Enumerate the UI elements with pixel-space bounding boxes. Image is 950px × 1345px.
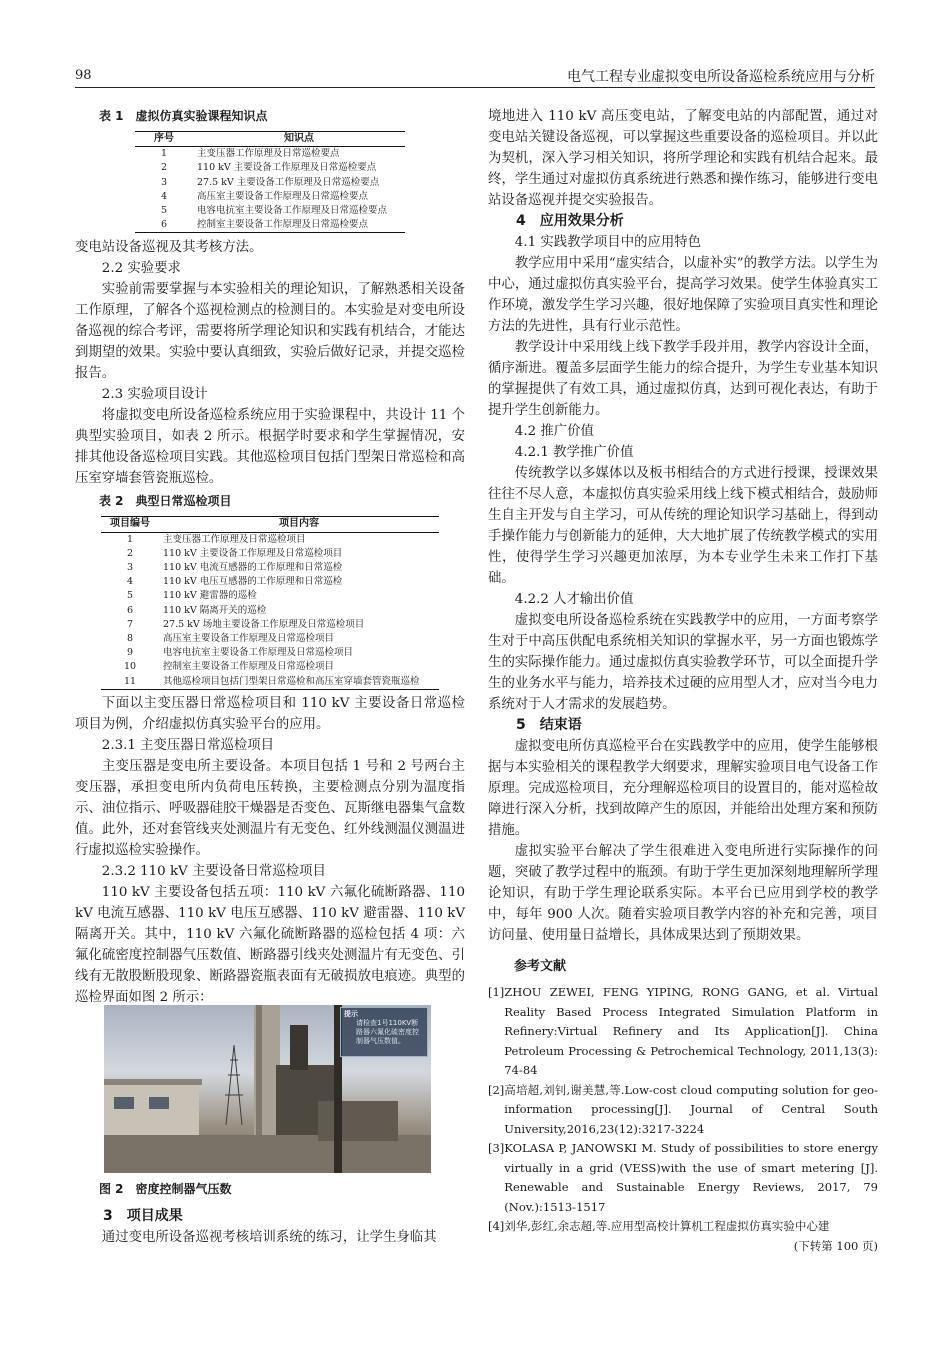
references-title: 参考文献: [514, 959, 567, 974]
tip-text: 请检查1号110KV断路器六氟化硫密度控制器气压数值。: [356, 1019, 419, 1045]
page-number: 98: [75, 68, 92, 83]
table-row: [135, 218, 405, 233]
section-heading: 2.3.2 110 kV 主要设备日常巡检项目: [101, 863, 326, 879]
reference-tag: [3]: [488, 1141, 505, 1155]
table-cell-content: 电容电抗室主要设备工作原理及日常巡检要点: [197, 205, 388, 217]
table-row: [101, 575, 439, 589]
table1-header-index: 序号: [135, 132, 193, 147]
section-heading: 4 应用效果分析: [516, 213, 624, 229]
paragraph: 通过变电所设备巡视考核培训系统的练习，让学生身临其: [101, 1230, 437, 1245]
reference-text: ZHOU ZEWEI, FENG YIPING, RONG GANG, et al. Virtual Reality Based Process Integrated Simulation Platform in Refinery:Virtual Refinery and Its Application[J]. China Petroleum Processing & Petrochemical Technology, 2011,13(3): 74-84: [504, 985, 878, 1077]
table-cell-index: 7: [126, 618, 134, 630]
table-cell-index: 9: [126, 647, 134, 659]
table-cell-content: 高压室主要设备工作原理及日常巡检项目: [163, 633, 335, 645]
paragraph: 虚拟变电所设备巡检系统在实践教学中的应用，一方面考察学生对于中高压供配电系统相关知识的掌握水平，另一方面也锻炼学生的实际操作能力。通过虚拟仿真实验教学环节，可以全面提升学生的业务水平与能力，培养技术过硬的应用型人才，应对当今电力系统对于人才需求的发展趋势。: [488, 613, 878, 712]
table-cell-content: 其他巡检项目包括门型架日常巡检和高压室穿墙套管瓷瓶巡检: [159, 675, 439, 690]
table-cell-index: 6: [135, 218, 193, 233]
reference-item: [488, 983, 878, 1081]
paragraph: 传统教学以多媒体以及板书相结合的方式进行授课，授课效果往往不尽人意，本虚拟仿真实验采用线上线下模式相结合，鼓励师生自主开发与自主学习，可从传统的理论知识学习基础上，得到动手操作能力与创新能力的延伸，大大地扩展了传统教学模式的实用性，使得学生学习兴趣更加浓厚，为本专业学生未来工作打下基础。: [488, 466, 878, 586]
running-title: 电气工程专业虚拟变电所设备巡检系统应用与分析: [567, 69, 875, 85]
table-row: [101, 618, 439, 632]
table-cell-content: 27.5 kV 场地主要设备工作原理及日常巡检项目: [163, 618, 365, 630]
table2-header-id: 项目编号: [101, 517, 159, 532]
table-cell-index: 3: [126, 562, 134, 574]
table-cell-index: 1: [126, 533, 134, 545]
paragraph: 下面以主变压器日常巡检项目和 110 kV 主要设备日常巡检项目为例，介绍虚拟仿真实验平台的应用。: [75, 695, 465, 732]
table-cell-index: 5: [126, 590, 134, 602]
reference-item: [488, 1081, 878, 1140]
table-cell-index: 10: [123, 661, 137, 673]
table-cell-content: 高压室主要设备工作原理及日常巡检要点: [197, 190, 369, 202]
reference-item: [488, 1217, 878, 1237]
paragraph: 变电站设备巡视及其考核方法。: [75, 240, 263, 256]
figure-2-caption: 图 2 密度控制器气压数: [99, 1182, 232, 1196]
table-cell-content: 控制室主要设备工作原理及日常巡检要点: [193, 218, 405, 233]
left-column-bottom: [75, 1179, 465, 1248]
reference-text: 刘华,彭红,余志超,等.应用型高校计算机工程虚拟仿真实验中心建: [504, 1219, 830, 1233]
table-cell-index: 8: [126, 633, 134, 645]
table-row: [101, 589, 439, 603]
table-cell-content: 110 kV 避雷器的巡检: [163, 590, 257, 602]
paragraph: 虚拟实验平台解决了学生很难进入变电所进行实际操作的问题，突破了教学过程中的瓶颈。有助于学生更加深刻地理解所学理论知识，有助于学生理论联系实际。本平台已应用到学校的教学中，每年 900 人次。随着实验项目教学内容的补充和完善，项目访问量、使用量日益增长，具体成果达到了预期效果。: [488, 844, 878, 943]
section-heading: 2.2 实验要求: [101, 261, 181, 277]
left-column: [75, 106, 465, 1008]
table-cell-content: 110 kV 主要设备工作原理及日常巡检要点: [197, 162, 377, 174]
table-cell-index: 5: [160, 205, 168, 217]
paragraph: 教学设计中采用线上线下教学手段并用，教学内容设计全面，循序渐进。覆盖多层面学生能力的综合提升，为学生专业基本知识的掌握提供了有效工具，通过虚拟仿真，达到可视化表达，有助于提升学生创新能力。: [488, 340, 878, 418]
table-row: [101, 646, 439, 660]
table-cell-content: 主变压器工作原理及日常巡检要点: [197, 148, 340, 160]
paragraph: 教学应用中采用“虚实结合，以虚补实”的教学方法。以学生为中心，通过虚拟仿真实验平台，提高学习效果。使学生体验真实工作环境，激发学生学习兴趣，很好地保障了实验项目真实性和理论方法的先进性，具有行业示范性。: [488, 256, 878, 334]
table-cell-index: 6: [126, 604, 134, 616]
table-row: [101, 632, 439, 646]
continued-note: (下转第 100 页): [793, 1238, 878, 1253]
figure-2-screenshot: [104, 1005, 431, 1173]
section-heading: 4.1 实践教学项目中的应用特色: [514, 235, 702, 250]
paragraph: 虚拟变电所仿真巡检平台在实践教学中的应用，使学生能够根据与本实验相关的课程教学大纲要求，理解实验项目电气设备工作原理。完成巡检项目，充分理解巡检项目的设置目的，能对巡检故障进行深入分析，找到故障产生的原因，并能给出处理方案和预防措施。: [488, 739, 878, 838]
table-row: [101, 675, 439, 690]
table1-caption: 表 1 虚拟仿真实验课程知识点: [99, 109, 268, 123]
tip-dialog: [340, 1007, 428, 1057]
reference-item: [488, 1139, 878, 1217]
references-list: [488, 983, 878, 1237]
table-cell-index: 4: [160, 190, 168, 202]
table-cell-index: 2: [126, 547, 134, 559]
table-row: [101, 532, 439, 547]
paragraph: 110 kV 主要设备包括五项：110 kV 六氟化硫断路器、110 kV 电流互感器、110 kV 电压互感器、110 kV 避雷器、110 kV 隔离开关。其中，110 kV 六氟化硫断路器的巡检包括 4 项：六氟化硫密度控制器气压数值、断路器引线夹处测温片有无变色、引线有无散股断股现象、断路器瓷瓶表面有无破损放电痕迹。典型的巡检界面如图 2 所示：: [75, 884, 465, 1005]
paragraph: 将虚拟变电所设备巡检系统应用于实验课程中，共设计 11 个典型实验项目，如表 2 所示。根据学时要求和学生掌握情况，安排其他设备巡检项目实践。其他巡检项目包括门型架日常巡检和高压室穿墙套管瓷瓶巡检。: [75, 408, 465, 487]
table-row: [135, 147, 405, 162]
section-heading: 2.3.1 主变压器日常巡检项目: [101, 737, 275, 753]
table-cell-index: 11: [101, 675, 159, 690]
table-row: [135, 204, 405, 218]
paragraph: 境地进入 110 kV 高压变电站，了解变电站的内部配置，通过对变电站关键设备巡视，可以掌握这些重要设备的巡检项目。并以此为契机，深入学习相关知识，将所学理论和实践有机结合起来。最终，学生通过对虚拟仿真系统进行熟悉和操作练习，能够进行变电站设备巡视并提交实验报告。: [488, 109, 878, 208]
paragraph: 实验前需要掌握与本实验相关的理论知识，了解熟悉相关设备工作原理，了解各个巡视检测点的检测目的。本实验是对变电所设备巡视的综合考评，需要将所学理论知识和实践有机结合，才能达到期望的效果。实验中要认真细致，实验后做好记录，并提交巡检报告。: [75, 282, 465, 382]
table-cell-index: 1: [160, 148, 168, 160]
table1: [135, 131, 405, 233]
table1-header-topic: 知识点: [193, 132, 405, 147]
section-heading: 4.2.1 教学推广价值: [514, 445, 634, 460]
table2: [101, 516, 439, 689]
table-cell-content: 电容电抗室主要设备工作原理及日常巡检项目: [163, 647, 354, 659]
table-cell-content: 控制室主要设备工作原理及日常巡检项目: [163, 661, 335, 673]
section-heading: 3 项目成果: [103, 1208, 183, 1224]
table-cell-content: 110 kV 电流互感器的工作原理和日常巡检: [163, 562, 343, 574]
table-row: [101, 547, 439, 561]
reference-text: 高培超,刘钊,谢美慧,等.Low-cost cloud computing solution for geo-information processing[J]. Journal of Central South University,2016,23(12):3217-3224: [504, 1082, 878, 1136]
reference-tag: [4]: [488, 1219, 505, 1233]
section-heading: 5 结束语: [516, 717, 582, 733]
section-heading: 2.3 实验项目设计: [101, 387, 208, 403]
table-cell-index: 4: [126, 576, 134, 588]
tip-title: 提示: [344, 1010, 358, 1018]
reference-text: KOLASA P, JANOWSKI M. Study of possibilities to store energy virtually in a grid (VESS)with the use of smart metering [J]. Renewable and Sustainable Energy Reviews, 2017, 79 (Nov.):1513-1517: [504, 1141, 878, 1214]
table-cell-index: 2: [160, 162, 168, 174]
table-row: [135, 161, 405, 175]
table-row: [101, 561, 439, 575]
transmission-tower-icon: [225, 1045, 243, 1125]
table-row: [101, 660, 439, 674]
table2-caption: 表 2 典型日常巡检项目: [99, 494, 232, 509]
table-row: [101, 604, 439, 618]
table-cell-index: 3: [160, 176, 168, 188]
table-cell-content: 27.5 kV 主要设备工作原理及日常巡检要点: [197, 176, 380, 188]
section-heading: 4.2.2 人才输出价值: [514, 592, 634, 607]
table-row: [135, 176, 405, 190]
table2-header-content: 项目内容: [159, 517, 439, 532]
reference-tag: [1]: [488, 985, 505, 999]
section-heading: 4.2 推广价值: [514, 424, 594, 439]
table-cell-content: 主变压器工作原理及日常巡检项目: [163, 533, 306, 545]
table-cell-content: 110 kV 主要设备工作原理及日常巡检项目: [163, 547, 343, 559]
reference-tag: [2]: [488, 1082, 505, 1097]
header-rule: [75, 87, 875, 88]
right-column: [488, 106, 878, 1255]
table-cell-content: 110 kV 隔离开关的巡检: [163, 604, 267, 616]
table-row: [135, 190, 405, 204]
table-cell-content: 110 kV 电压互感器的工作原理和日常巡检: [163, 576, 343, 588]
paragraph: 主变压器是变电所主要设备。本项目包括 1 号和 2 号两台主变压器，承担变电所内负荷电压转换，主要检测点分别为温度指示、油位指示、呼吸器硅胶干燥器是否变色、瓦斯继电器集气盒数值。此外，还对套管线夹处测温片有无变色、红外线测温仪测温进行虚拟巡检实验操作。: [75, 758, 465, 858]
